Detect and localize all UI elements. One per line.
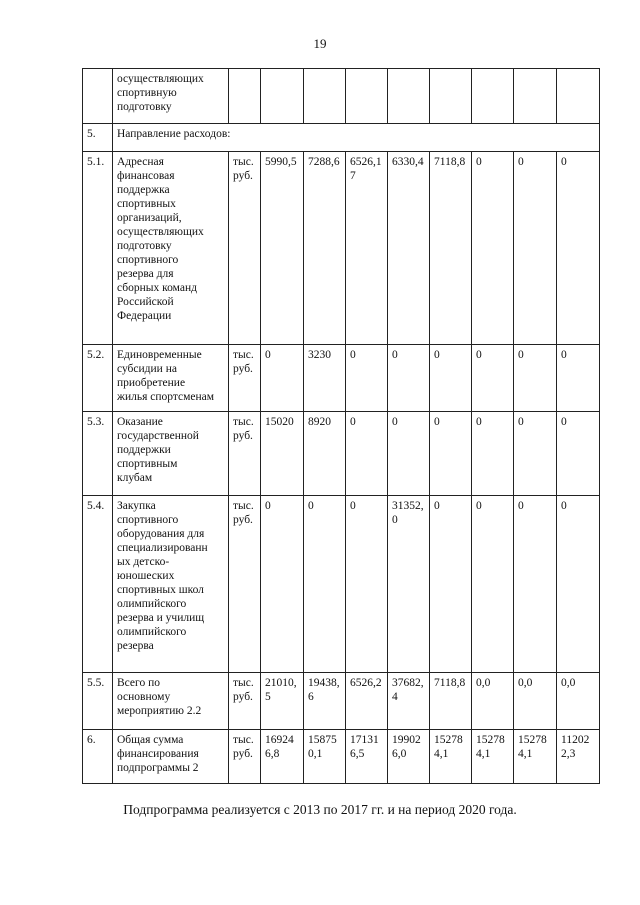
value-cell: 0 (472, 496, 514, 673)
description-line: спортивного (117, 254, 179, 266)
description-line: подготовку (117, 240, 172, 252)
value-cell: 7118,8 (430, 152, 472, 345)
value-cell: 7118,8 (430, 673, 472, 730)
value-cell: 0 (388, 412, 430, 496)
description-line: Закупка (117, 500, 156, 512)
value-cell (557, 69, 600, 124)
row-number: 5.4. (83, 496, 113, 673)
description-line: организаций, (117, 212, 182, 224)
value-cell: 152784,1 (514, 730, 557, 784)
description-line: юношеских (117, 570, 175, 582)
value-cell: 3230 (304, 345, 346, 412)
description-line: оборудования для (117, 528, 205, 540)
description-line: ых детско- (117, 556, 170, 568)
value-cell (430, 69, 472, 124)
value-cell: 0 (514, 152, 557, 345)
unit-cell: тыс. руб. (229, 496, 261, 673)
description-line: спортивных (117, 198, 176, 210)
table-body (83, 69, 600, 784)
unit-cell: тыс. руб. (229, 152, 261, 345)
value-cell: 31352,0 (388, 496, 430, 673)
table-row (83, 152, 600, 345)
unit-cell: тыс. руб. (229, 673, 261, 730)
description-line: спортивную (117, 87, 177, 99)
value-cell: 0 (514, 496, 557, 673)
value-cell: 0 (388, 345, 430, 412)
value-cell: 112022,3 (557, 730, 600, 784)
row-number: 5.1. (83, 152, 113, 345)
value-cell: 0 (304, 496, 346, 673)
value-cell: 199026,0 (388, 730, 430, 784)
description-line: олимпийского (117, 598, 187, 610)
unit-cell: тыс. руб. (229, 730, 261, 784)
description-line: Федерации (117, 310, 172, 322)
description-line: спортивного (117, 514, 179, 526)
value-cell: 0 (472, 152, 514, 345)
description-line: резерва для (117, 268, 174, 280)
description-line: спортивных школ (117, 584, 204, 596)
description-line: жилья спортсменам (117, 391, 215, 403)
description-line: государственной (117, 430, 199, 442)
value-cell: 0 (514, 345, 557, 412)
value-cell: 8920 (304, 412, 346, 496)
table-row (83, 69, 600, 124)
description-line: осуществляющих (117, 73, 204, 85)
value-cell: 0 (430, 345, 472, 412)
description-line: поддержка (117, 184, 170, 196)
value-cell: 0 (261, 496, 304, 673)
value-cell: 19438,6 (304, 673, 346, 730)
value-cell (388, 69, 430, 124)
expenditure-table (82, 68, 600, 784)
value-cell: 0 (261, 345, 304, 412)
value-cell: 0 (472, 412, 514, 496)
row-description (113, 496, 229, 673)
value-cell: 5990,5 (261, 152, 304, 345)
description-line: приобретение (117, 377, 186, 389)
table-row (83, 673, 600, 730)
row-number (83, 69, 113, 124)
value-cell: 0 (557, 496, 600, 673)
footer-note: Подпрограмма реализуется с 2013 по 2017 гг. и на период 2020 года. (123, 802, 517, 817)
description-line: основному (117, 691, 171, 703)
description-line: Адресная (117, 156, 164, 168)
row-description (113, 412, 229, 496)
row-description (113, 152, 229, 345)
table-row (83, 496, 600, 673)
description-line: Всего по (117, 677, 160, 689)
value-cell (304, 69, 346, 124)
row-number: 5.2. (83, 345, 113, 412)
value-cell: 0 (346, 345, 388, 412)
description-line: подпрограммы 2 (117, 762, 199, 774)
value-cell: 0 (514, 412, 557, 496)
description-line: резерва (117, 640, 154, 652)
value-cell: 0 (346, 412, 388, 496)
description-line: сборных команд (117, 282, 197, 294)
section-heading: Направление расходов: (113, 124, 600, 152)
description-line: Оказание (117, 416, 163, 428)
description-line: поддержки (117, 444, 171, 456)
value-cell: 0,0 (514, 673, 557, 730)
value-cell: 0,0 (557, 673, 600, 730)
value-cell: 15020 (261, 412, 304, 496)
table-row (83, 412, 600, 496)
page-number: 19 (313, 36, 327, 51)
row-number: 6. (83, 730, 113, 784)
value-cell: 0 (430, 496, 472, 673)
value-cell: 7288,6 (304, 152, 346, 345)
value-cell (346, 69, 388, 124)
value-cell: 0 (346, 496, 388, 673)
description-line: подготовку (117, 101, 172, 113)
row-number: 5.5. (83, 673, 113, 730)
description-line: специализированн (117, 542, 208, 554)
value-cell: 0 (430, 412, 472, 496)
value-cell: 152784,1 (472, 730, 514, 784)
table-row (83, 345, 600, 412)
value-cell: 6526,17 (346, 152, 388, 345)
row-number: 5. (83, 124, 113, 152)
unit-cell: тыс. руб. (229, 412, 261, 496)
description-line: мероприятию 2.2 (117, 705, 202, 717)
table-row (83, 730, 600, 784)
unit-cell (229, 69, 261, 124)
value-cell: 169246,8 (261, 730, 304, 784)
value-cell (514, 69, 557, 124)
value-cell: 6526,2 (346, 673, 388, 730)
value-cell: 37682,4 (388, 673, 430, 730)
description-line: резерва и училищ (117, 612, 205, 624)
description-line: Российской (117, 296, 174, 308)
value-cell: 6330,4 (388, 152, 430, 345)
value-cell: 21010,5 (261, 673, 304, 730)
description-line: Единовременные (117, 349, 202, 361)
value-cell: 158750,1 (304, 730, 346, 784)
section-heading-row (83, 124, 600, 152)
row-description (113, 730, 229, 784)
row-description (113, 345, 229, 412)
value-cell: 0 (557, 345, 600, 412)
value-cell: 0 (557, 152, 600, 345)
value-cell: 0,0 (472, 673, 514, 730)
row-description (113, 69, 229, 124)
value-cell: 0 (557, 412, 600, 496)
value-cell (261, 69, 304, 124)
description-line: Общая сумма (117, 734, 184, 746)
description-line: олимпийского (117, 626, 187, 638)
value-cell (472, 69, 514, 124)
row-description (113, 673, 229, 730)
description-line: субсидии на (117, 363, 177, 375)
value-cell: 171316,5 (346, 730, 388, 784)
row-number: 5.3. (83, 412, 113, 496)
description-line: осуществляющих (117, 226, 204, 238)
value-cell: 152784,1 (430, 730, 472, 784)
description-line: финансирования (117, 748, 199, 760)
description-line: спортивным (117, 458, 178, 470)
value-cell: 0 (472, 345, 514, 412)
unit-cell: тыс. руб. (229, 345, 261, 412)
description-line: финансовая (117, 170, 175, 182)
description-line: клубам (117, 472, 153, 484)
